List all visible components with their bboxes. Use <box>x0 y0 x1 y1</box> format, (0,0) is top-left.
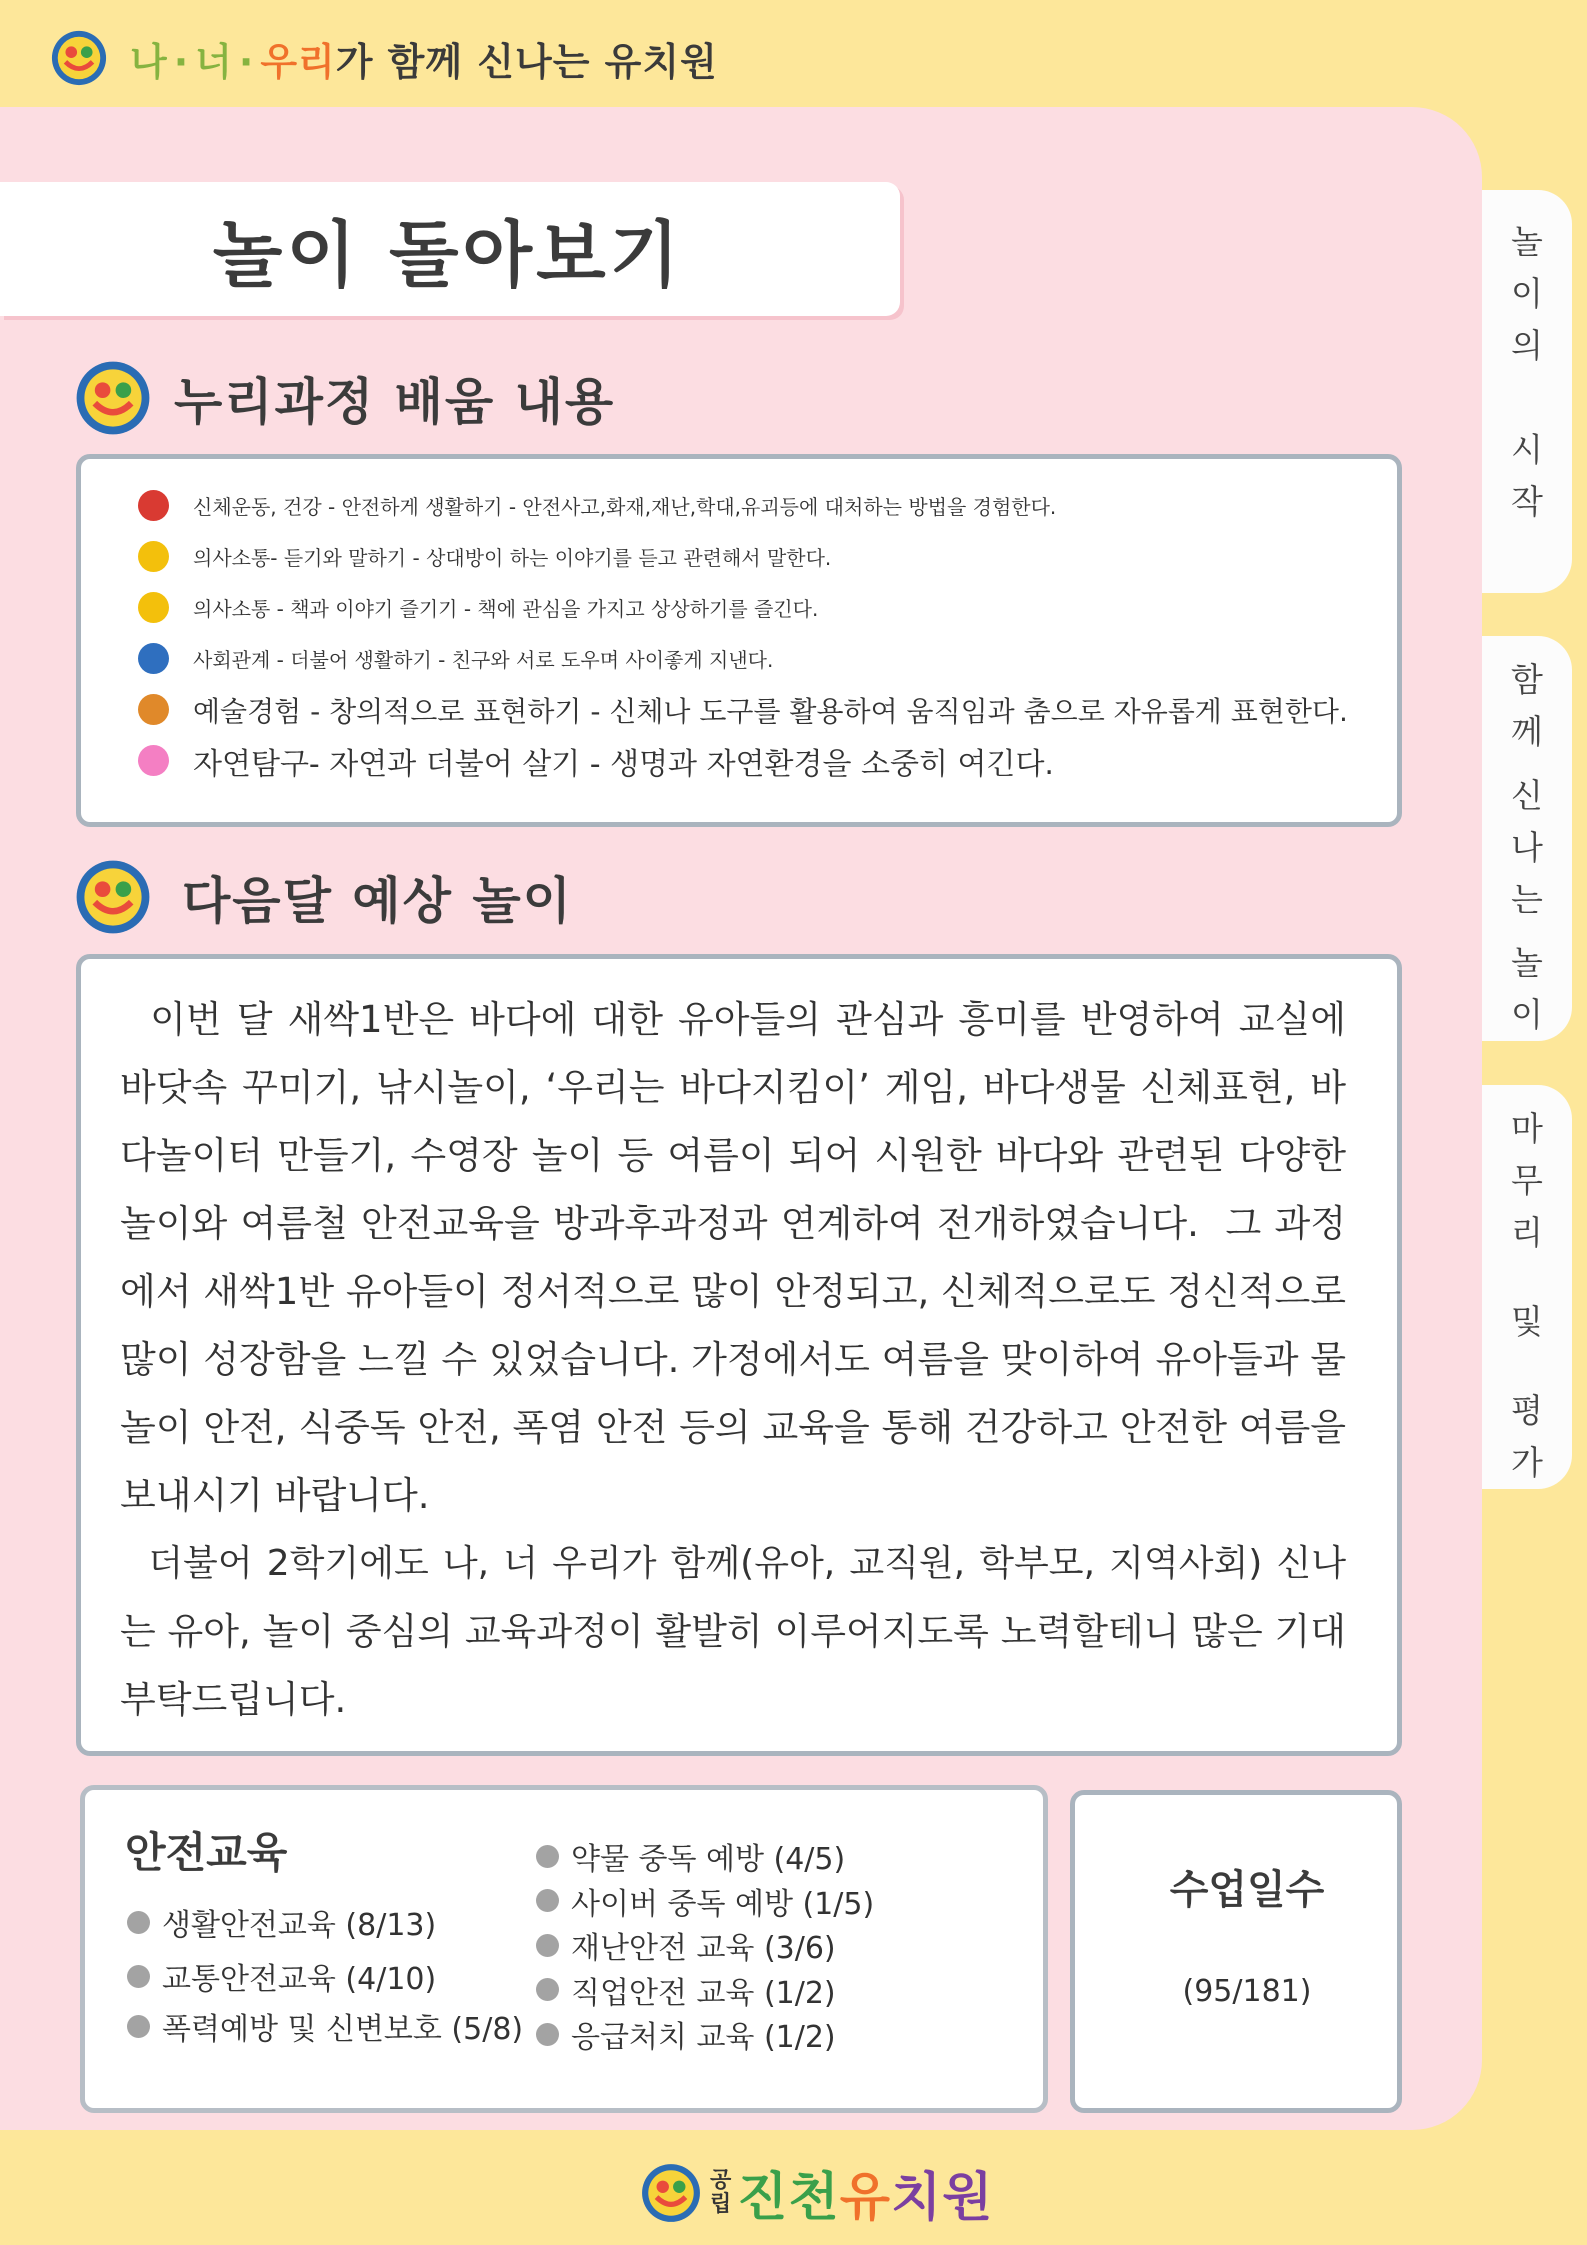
side-tab-letter: 신 <box>1511 775 1543 815</box>
bullet-dot-icon <box>127 1911 150 1934</box>
side-tab-letter: 리 <box>1511 1213 1543 1252</box>
nuri-item-text: 의사소통 - 책과 이야기 즐기기 - 책에 관심을 가지고 상상하기를 즐긴다. <box>193 597 819 621</box>
footer-prefix-2: 립 <box>710 2191 732 2217</box>
safety-item <box>127 1902 436 1942</box>
paragraph-line: 많이 성장함을 느낄 수 있었습니다. 가정에서도 여름을 맞이하여 유아들과 물 <box>120 1338 1346 1381</box>
nuri-list-item <box>138 735 1348 786</box>
bullet-dot-icon <box>536 1934 559 1957</box>
bullet-dot-icon <box>536 1889 559 1912</box>
paragraph-line: 바닷속 꾸미기, 낚시놀이, ‘우리는 바다지킴이’ 게임, 바다생물 신체표현, 바 <box>120 1066 1346 1109</box>
footer-school-name <box>737 2155 993 2230</box>
side-tab-letter: 평 <box>1511 1391 1543 1430</box>
side-tab-letter: 함 <box>1511 660 1543 699</box>
class-days-value: (95/181) <box>1182 1974 1312 2009</box>
nuri-heading-text: 누리과정 배움 내용 <box>174 373 616 431</box>
side-tab-letter: 나 <box>1511 827 1543 867</box>
footer-name-2: 천 <box>788 2168 840 2228</box>
side-tab-letter: 무 <box>1511 1161 1543 1200</box>
paragraph-line: 놀이 안전, 식중독 안전, 폭염 안전 등의 교육을 통해 건강하고 안전한 여름을 <box>120 1406 1346 1449</box>
bullet-dot-icon <box>536 1845 559 1868</box>
side-tab-letter: 께 <box>1511 712 1543 751</box>
slogan: 나 · 너 · 우리가 함께 신나는 유치원 <box>130 39 718 84</box>
nuri-list-item <box>138 480 1348 531</box>
header <box>50 28 718 88</box>
safety-title: 안전교육 <box>125 1828 288 1877</box>
side-tab-letter: 및 <box>1511 1302 1543 1341</box>
safety-item-text: 폭력예방 및 신변보호 (5/8) <box>162 2012 524 2047</box>
footer-prefix-1: 공 <box>710 2167 732 2193</box>
page-title: 놀이 돌아보기 <box>212 213 684 297</box>
nuri-item-text: 사회관계 - 더불어 생활하기 - 친구와 서로 도우며 사이좋게 지낸다. <box>193 648 774 672</box>
safety-item-text: 재난안전 교육 (3/6) <box>571 1931 836 1966</box>
bullet-dot-icon <box>127 1965 150 1988</box>
slogan-part-uri: 우리 <box>260 39 336 84</box>
footer-public-label <box>710 2169 731 2217</box>
nuri-item-text: 자연탐구- 자연과 더불어 살기 - 생명과 자연환경을 소중히 여긴다. <box>193 746 1054 782</box>
side-tab-letter: 시 <box>1511 430 1543 469</box>
safety-item <box>127 2006 523 2046</box>
nuri-list-item <box>138 582 1348 633</box>
side-tab-letter: 의 <box>1511 326 1543 365</box>
bullet-dot-icon <box>127 2015 150 2038</box>
slogan-part-rest: 가 함께 신나는 유치원 <box>335 39 718 84</box>
class-days-title: 수업일수 <box>1169 1867 1325 1913</box>
side-tab-letter: 는 <box>1511 879 1543 919</box>
title-banner <box>0 182 900 316</box>
nuri-section-heading <box>74 359 615 437</box>
footer-name-3: 유 <box>839 2168 891 2228</box>
nuri-item-text: 예술경험 - 창의적으로 표현하기 - 신체나 도구를 활용하여 움직임과 춤으로 자유롭게 표현한다. <box>193 694 1348 728</box>
school-logo-icon <box>50 29 108 87</box>
bullet-dot-icon <box>138 541 169 572</box>
safety-item <box>127 1956 436 1996</box>
school-logo-icon <box>640 2162 702 2224</box>
side-tab-letter: 이 <box>1511 995 1543 1034</box>
side-tab-fun-play[interactable] <box>1482 636 1572 1041</box>
class-days-box <box>1070 1790 1402 2113</box>
side-tab-letter: 놀 <box>1511 943 1543 982</box>
bullet-dot-icon <box>138 490 169 521</box>
paragraph-line: 보내시기 바랍니다. <box>120 1474 430 1517</box>
side-tab-wrap-up[interactable] <box>1482 1085 1572 1489</box>
bullet-dot-icon <box>536 2023 559 2046</box>
side-tab-letter: 가 <box>1511 1443 1543 1482</box>
safety-item <box>536 1881 874 1921</box>
next-paragraph <box>120 986 1346 1734</box>
safety-item <box>536 1970 836 2010</box>
safety-item-text: 약물 중독 예방 (4/5) <box>571 1842 846 1877</box>
bullet-dot-icon <box>536 1978 559 2001</box>
nuri-list-item <box>138 633 1348 684</box>
next-section-heading <box>74 858 573 936</box>
side-tab-letter: 놀 <box>1511 222 1543 261</box>
footer-name-4: 치원 <box>890 2168 994 2228</box>
paragraph-line: 다놀이터 만들기, 수영장 놀이 등 여름이 되어 시원한 바다와 관련된 다양한 <box>120 1134 1346 1177</box>
paragraph-line: 부탁드립니다. <box>120 1678 347 1721</box>
bullet-dot-icon <box>138 745 169 776</box>
school-logo-icon <box>74 858 152 936</box>
bullet-dot-icon <box>138 643 169 674</box>
safety-item <box>536 1836 845 1876</box>
bullet-dot-icon <box>138 694 169 725</box>
footer <box>640 2155 993 2230</box>
safety-item-text: 직업안전 교육 (1/2) <box>571 1975 836 2011</box>
school-logo-icon <box>74 359 152 437</box>
side-tab-letter: 작 <box>1511 482 1543 521</box>
nuri-list <box>138 480 1348 786</box>
paragraph-line: 놀이와 여름철 안전교육을 방과후과정과 연계하여 전개하였습니다. 그 과정 <box>120 1202 1346 1245</box>
nuri-item-text: 신체운동, 건강 - 안전하게 생활하기 - 안전사고,화재,재난,학대,유괴등에 대처하는 방법을 경험한다. <box>193 495 1057 519</box>
footer-name-1: 진 <box>737 2168 789 2228</box>
safety-item <box>536 2014 836 2054</box>
paragraph-line: 에서 새싹1반 유아들이 정서적으로 많이 안정되고, 신체적으로도 정신적으로 <box>120 1270 1346 1313</box>
safety-item-text: 생활안전교육 (8/13) <box>162 1908 437 1943</box>
paragraph-line: 는 유아, 놀이 중심의 교육과정이 활발히 이루어지도록 노력할테니 많은 기대 <box>120 1610 1346 1653</box>
paragraph-line: 이번 달 새싹1반은 바다에 대한 유아들의 관심과 흥미를 반영하여 교실에 <box>120 998 1346 1041</box>
paragraph-line: 더불어 2학기에도 나, 너 우리가 함께(유아, 교직원, 학부모, 지역사회) 신나 <box>120 1543 1346 1584</box>
slogan-part-neo: 너 <box>195 39 233 84</box>
safety-item-text: 사이버 중독 예방 (1/5) <box>571 1886 875 1922</box>
nuri-item-text: 의사소통- 듣기와 말하기 - 상대방이 하는 이야기를 듣고 관련해서 말한다. <box>193 546 832 570</box>
side-tab-letter: 이 <box>1511 274 1543 313</box>
safety-item-text: 응급처치 교육 (1/2) <box>571 2020 836 2055</box>
side-tab-play-start[interactable] <box>1482 190 1572 593</box>
safety-item <box>536 1925 836 1965</box>
slogan-part-na: 나 <box>130 39 168 84</box>
nuri-list-item <box>138 684 1348 735</box>
next-heading-text: 다음달 예상 놀이 <box>182 872 573 930</box>
side-tab-letter: 마 <box>1511 1109 1543 1148</box>
bullet-dot-icon <box>138 592 169 623</box>
safety-item-text: 교통안전교육 (4/10) <box>162 1962 437 1997</box>
nuri-list-item <box>138 531 1348 582</box>
